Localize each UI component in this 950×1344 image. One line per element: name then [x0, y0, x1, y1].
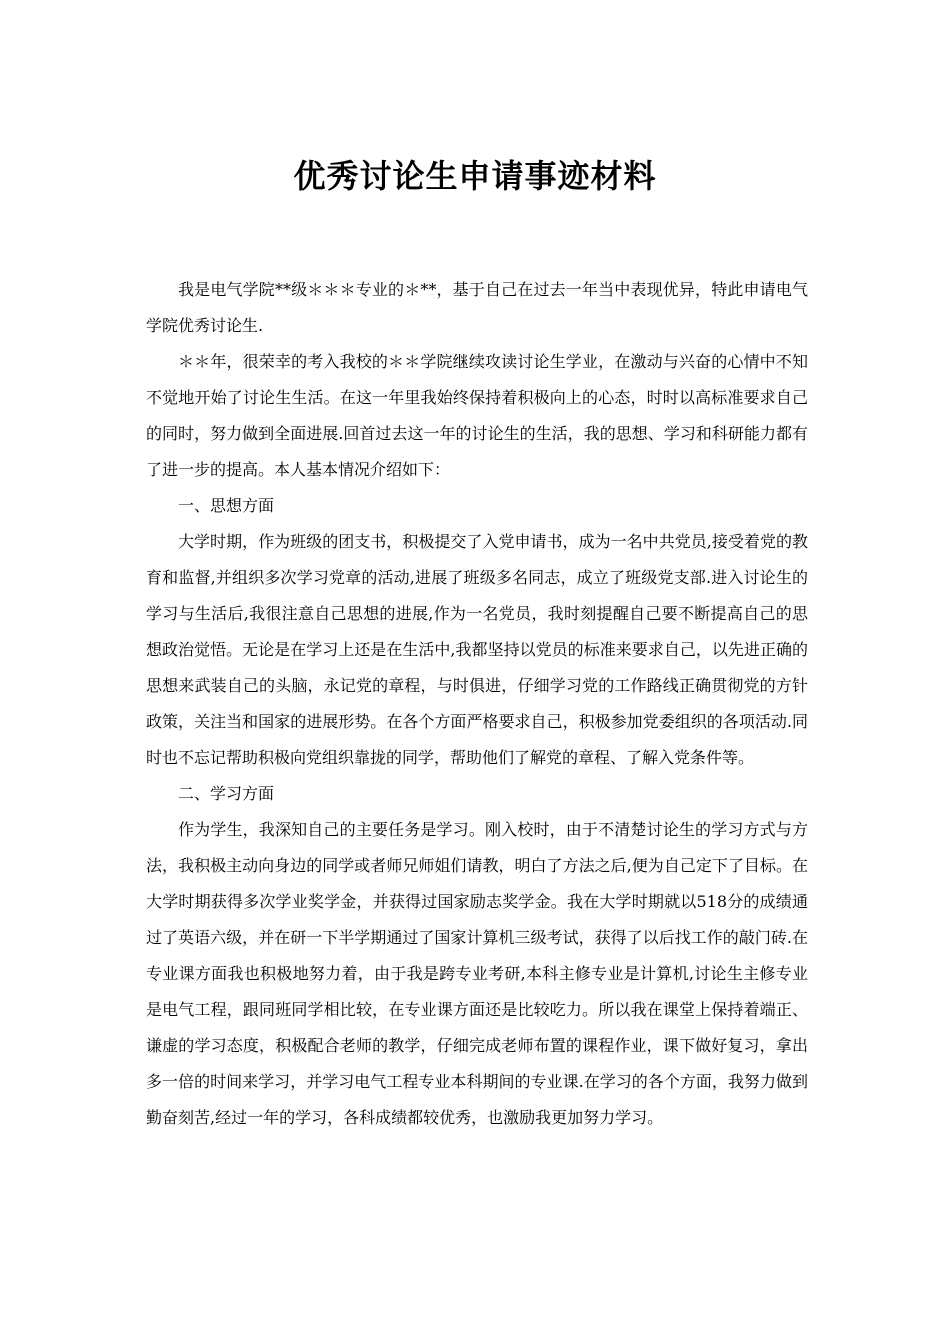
thought-paragraph: 大学时期，作为班级的团支书，积极提交了入党申请书，成为一名中共党员,接受着党的教育和监督,并组织多次学习党章的活动,进展了班级多名同志，成立了班级党支部.进入讨论生的学习与生活后,我很注意自己思想的进展,作为一名党员，我时刻提醒自己要不断提高自己的思想政治觉悟。无论是在学习上还是在生活中,我都坚持以党员的标准来要求自己，以先进正确的思想来武装自己的头脑，永记党的章程，与时俱进，仔细学习党的工作路线正确贯彻党的方针政策，关注当和国家的进展形势。在各个方面严格要求自己，积极参加党委组织的各项活动.同时也不忘记帮助积极向党组织靠拢的同学，帮助他们了解党的章程、了解入党条件等。	[146, 532, 808, 767]
document-body	[146, 272, 808, 1136]
intro-paragraph: 我是电气学院**级＊＊＊专业的＊**，基于自己在过去一年当中表现优异，特此申请电气学院优秀讨论生.	[146, 280, 808, 335]
section-heading-study: 二、学习方面	[178, 784, 275, 803]
document-title: 优秀讨论生申请事迹材料	[293, 157, 657, 195]
section-heading-thought: 一、思想方面	[178, 496, 275, 515]
study-paragraph: 作为学生，我深知自己的主要任务是学习。刚入校时，由于不清楚讨论生的学习方式与方法，我积极主动向身边的同学或者师兄师姐们请教，明白了方法之后,便为自己定下了目标。在大学时期获得多次学业奖学金，并获得过国家励志奖学金。我在大学时期就以518分的成绩通过了英语六级，并在研一下半学期通过了国家计算机三级考试，获得了以后找工作的敲门砖.在专业课方面我也积极地努力着，由于我是跨专业考研,本科主修专业是计算机,讨论生主修专业是电气工程，跟同班同学相比较，在专业课方面还是比较吃力。所以我在课堂上保持着端正、谦虚的学习态度，积极配合老师的教学，仔细完成老师布置的课程作业，课下做好复习，拿出多一倍的时间来学习，并学习电气工程专业本科期间的专业课.在学习的各个方面，我努力做到勤奋刻苦,经过一年的学习，各科成绩都较优秀，也激励我更加努力学习。	[146, 820, 808, 1127]
background-paragraph: ＊＊年，很荣幸的考入我校的＊＊学院继续攻读讨论生学业，在激动与兴奋的心情中不知不觉地开始了讨论生生活。在这一年里我始终保持着积极向上的心态，时时以高标准要求自己的同时，努力做到全面进展.回首过去这一年的讨论生的生活，我的思想、学习和科研能力都有了进一步的提高。本人基本情况介绍如下：	[146, 352, 808, 479]
